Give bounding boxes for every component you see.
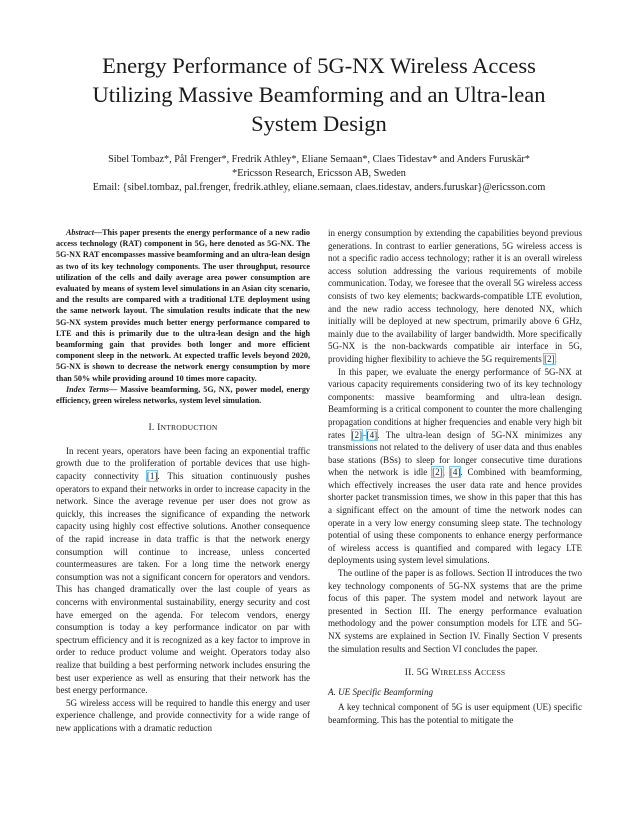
intro-paragraph-3: in energy consumption by extending the capabilities beyond previous generations. In contrast to earlier generations, 5G wireless access is not a specific radio access technology; rather it is an overall wireless access solution addressing the various requirements of mobile communication. Today, we foresee that the overall 5G wireless access consists of two key elements; backwards-compatible LTE evolution, and the new radio access technology, here denoted NX, which initially will be deployed at new spectrum, primarily above 6 GHz, mainly due to the availability of larger bandwidth. More specifically 5G-NX is the non-backwards compatible air interface in 5G, providing higher flexibility to achieve the 5G requirements [2]. bbox=[328, 228, 582, 364]
index-terms-label: Index Terms bbox=[66, 384, 109, 394]
citation-link[interactable]: [4] bbox=[449, 467, 461, 478]
email-line: Email: {sibel.tombaz, pal.frenger, fredrik.athley, eliane.semaan, claes.tidestav, anders.furuskar}@ericsson.com bbox=[92, 182, 546, 193]
section-heading-introduction: I. INTRODUCTION bbox=[148, 422, 218, 434]
index-terms-text: — Massive beamforming, 5G, NX, power model, energy efficiency, green wireless networks, system level simulation. bbox=[56, 384, 310, 406]
subsection-heading-ue-beamforming: A. UE Specific Beamforming bbox=[328, 686, 434, 697]
right-column bbox=[328, 227, 582, 727]
intro-paragraph-4: In this paper, we evaluate the energy performance of 5G-NX at various capacity requirements considering two of its key technology components: massive beamforming and ultra-lean design. Beamforming is a critical component to counter the more challenging propagation conditions at higher frequencies and enable very high bit rates [2]–[4]. The ultra-lean design of 5G-NX minimizes any transmissions not related to the delivery of user data and thus enables base stations (BSs) to sleep for longer consecutive time durations when the network is idle [2], [4]. Combined with beamforming, which effectively increases the user data rate and hence provides shorter packet transmission times, we show in this paper that this has a significant effect on the amount of time the network nodes can operate in a very low energy consuming sleep state. The technology potential of using these components to enhance energy performance of wireless access is quantified and compared with legacy LTE deployments using system level simulations. bbox=[328, 366, 583, 566]
citation-link[interactable]: [2] bbox=[351, 429, 363, 440]
index-terms bbox=[56, 384, 310, 406]
title-line-3: System Design bbox=[251, 111, 387, 136]
citation-link[interactable]: [2] bbox=[544, 353, 555, 364]
citation-link[interactable]: [2] bbox=[432, 467, 443, 478]
title-line-1: Energy Performance of 5G-NX Wireless Access bbox=[102, 53, 536, 78]
section-heading-5g-wireless-access: II. 5G WIRELESS ACCESS bbox=[404, 667, 506, 679]
intro-paragraph-1: In recent years, operators have been facing an exponential traffic growth due to the proliferation of portable devices that use high-capacity connectivity [1]. This situation continuously pushes operators to expand their networks in order to increase capacity in the network. Since the average revenue per user does not grow as quickly, this increases the significance of expanding the network capacity using highly cost effective solutions. Another consequence of the rapid increase in data traffic is that the network energy consumption will continue to increase, unless concerted countermeasures are taken. For a long time the network energy consumption was not a significant concern for operators and vendors. This has changed dramatically over the last couple of years as concerns with environmental sustainability, energy security and cost have emerged on the agenda. For telecom vendors, energy consumption is today a key performance indicator on par with spectrum efficiency and it is recognized as a key factor to improve in order to reduce product volume and weight. Operators today also realize that building a best performing network includes ensuring the best user experience as well as ensuring that their network has the best energy performance. bbox=[56, 445, 310, 696]
citation-link[interactable]: [1] bbox=[146, 471, 158, 482]
affiliation: *Ericsson Research, Ericsson AB, Sweden bbox=[232, 168, 406, 179]
intro-paragraph-5: The outline of the paper is as follows. Section II introduces the two key technology components of 5G-NX systems that are the prime focus of this paper. The system model and network layout are presented in Section III. The energy performance evaluation methodology and the power consumption models for LTE and 5G-NX systems are explained in Section IV. Finally Section V presents the simulation results and Section VI concludes the paper. bbox=[328, 568, 582, 654]
title-line-2: Utilizing Massive Beamforming and an Ultra-lean bbox=[92, 82, 546, 107]
intro-paragraph-2: 5G wireless access will be required to handle this energy and user experience challenge, and provide connectivity for a wide range of new applications with a dramatic reduction bbox=[56, 697, 310, 733]
abstract-text: —This paper presents the energy performance of a new radio access technology (RAT) component in 5G, here denoted as 5G-NX. The 5G-NX RAT encompasses massive beamforming and an ultra-lean design as two of its key technology components. The user throughput, resource utilization of the cells and daily average area power consumption are evaluated by means of system level simulations in an Asian city scenario, and the results are compared with a traditional LTE deployment using the same network layout. The simulation results indicate that the new 5G-NX system provides much better energy performance compared to LTE and this is primarily due to the ultra-lean design and the high beamforming gain that provides both longer and more efficient component sleep in the network. At expected traffic levels beyond 2020, 5G-NX is shown to decrease the network energy consumption by more than 50% while providing around 10 times more capacity. bbox=[56, 228, 310, 383]
citation-link[interactable]: [4] bbox=[366, 429, 378, 440]
abstract-label: Abstract bbox=[66, 228, 94, 237]
left-column bbox=[56, 227, 310, 735]
abstract bbox=[56, 227, 310, 384]
author-list: Sibel Tombaz*, Pål Frenger*, Fredrik Athley*, Eliane Semaan*, Claes Tidestav* and Anders Furuskär* bbox=[108, 154, 530, 165]
section2-paragraph-1: A key technical component of 5G is user equipment (UE) specific beamforming. This has the potential to mitigate the bbox=[328, 702, 582, 725]
paper-title bbox=[40, 51, 598, 138]
